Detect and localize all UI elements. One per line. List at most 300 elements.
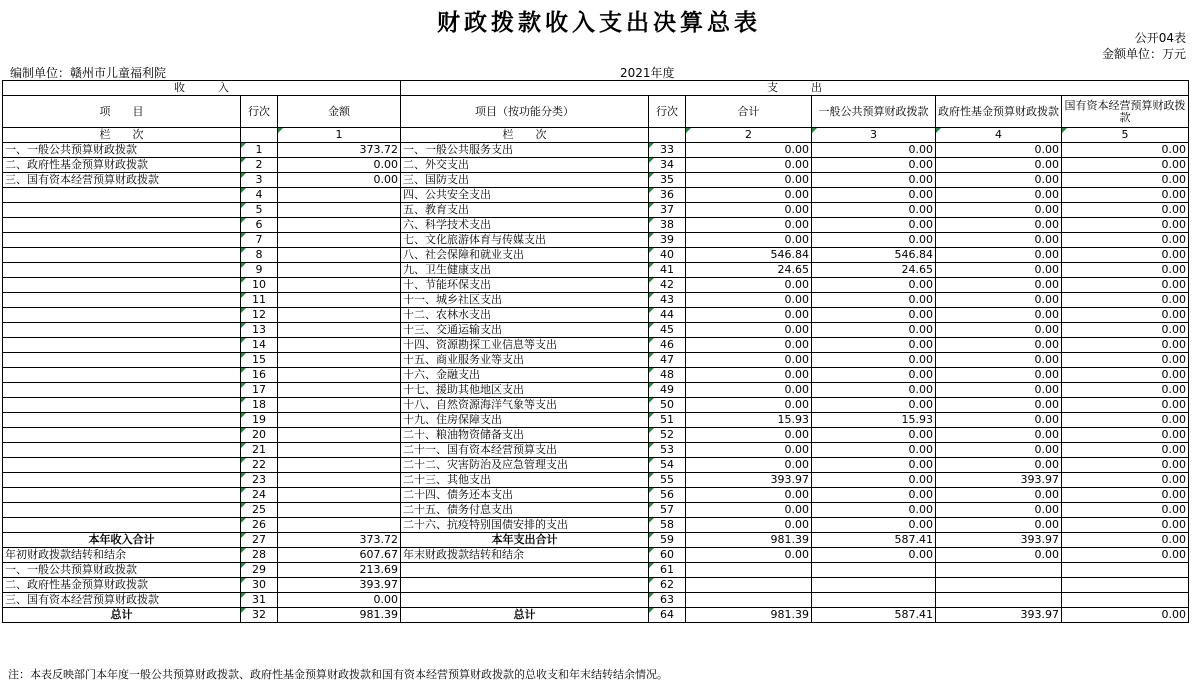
income-amount [278,353,401,368]
expense-general: 0.00 [812,218,936,233]
table-row [3,173,1189,188]
expense-general: 0.00 [812,233,936,248]
expense-item: 七、文化旅游体育与传媒支出 [401,233,649,248]
table-row [3,458,1189,473]
income-amount [278,308,401,323]
expense-row-no: 54 [649,458,686,473]
expense-item: 二十六、抗疫特别国债安排的支出 [401,518,649,533]
expense-item: 二十、粮油物资储备支出 [401,428,649,443]
expense-item: 四、公共安全支出 [401,188,649,203]
amount-unit: 金额单位：万元 [1101,47,1186,61]
income-item: 二、政府性基金预算财政拨款 [3,158,241,173]
table-row [3,413,1189,428]
income-amount [278,233,401,248]
expense-total: 0.00 [686,173,812,188]
income-row-no: 21 [241,443,278,458]
expense-fund: 393.97 [936,608,1062,623]
income-amount [278,413,401,428]
col-number-3: 3 [812,128,936,143]
table-row [3,263,1189,278]
expense-fund: 0.00 [936,233,1062,248]
expense-general: 0.00 [812,308,936,323]
expense-total: 0.00 [686,488,812,503]
expense-total: 0.00 [686,458,812,473]
expense-fund [936,578,1062,593]
income-section-header: 收 入 [3,81,401,96]
expense-item [401,593,649,608]
income-row-no: 9 [241,263,278,278]
income-amount [278,278,401,293]
general-budget-header: 一般公共预算财政拨款 [812,96,936,128]
expense-fund [936,563,1062,578]
expense-fund: 0.00 [936,353,1062,368]
expense-total: 0.00 [686,203,812,218]
expense-total: 0.00 [686,353,812,368]
income-amount: 0.00 [278,593,401,608]
form-number: 公开04表 [1134,31,1186,45]
footnote: 注：本表反映部门本年度一般公共预算财政拨款、政府性基金预算财政拨款和国有资本经营预算财政拨款的总收支和年末结转结余情况。 [8,668,668,681]
expense-state: 0.00 [1062,263,1189,278]
income-row-no: 18 [241,398,278,413]
income-row-no: 31 [241,593,278,608]
expense-fund: 0.00 [936,413,1062,428]
table-row [3,548,1189,563]
expense-item [401,578,649,593]
expense-item: 十二、农林水支出 [401,308,649,323]
expense-fund: 0.00 [936,293,1062,308]
income-item [3,233,241,248]
income-row-no: 29 [241,563,278,578]
income-row-no: 2 [241,158,278,173]
expense-fund: 0.00 [936,338,1062,353]
income-row-no: 17 [241,383,278,398]
expense-general [812,578,936,593]
income-row-no: 1 [241,143,278,158]
expense-row-no: 41 [649,263,686,278]
expense-row-no: 61 [649,563,686,578]
expense-total: 0.00 [686,398,812,413]
income-item [3,458,241,473]
table-row [3,563,1189,578]
expense-state: 0.00 [1062,158,1189,173]
table-row [3,533,1189,548]
income-row-no: 8 [241,248,278,263]
expense-row-no: 45 [649,323,686,338]
table-row [3,608,1189,623]
income-item [3,353,241,368]
expense-item [401,563,649,578]
expense-fund: 0.00 [936,518,1062,533]
expense-row-no: 52 [649,428,686,443]
expense-state: 0.00 [1062,143,1189,158]
expense-row-no: 50 [649,398,686,413]
income-row-no: 13 [241,323,278,338]
expense-general: 0.00 [812,503,936,518]
expense-row-no: 63 [649,593,686,608]
expense-total: 0.00 [686,278,812,293]
expense-fund: 393.97 [936,473,1062,488]
expense-state: 0.00 [1062,233,1189,248]
income-amount [278,488,401,503]
fiscal-year: 2021年度 [620,66,675,80]
expense-row-no: 51 [649,413,686,428]
expense-general: 0.00 [812,518,936,533]
table-row [3,488,1189,503]
expense-item: 总计 [401,608,649,623]
income-amount: 0.00 [278,173,401,188]
income-item-header: 项 目 [3,96,241,128]
expense-general: 0.00 [812,428,936,443]
table-row [3,428,1189,443]
budget-table [2,80,1189,623]
expense-state: 0.00 [1062,533,1189,548]
income-amount [278,263,401,278]
header-row-columns [3,96,1189,128]
expense-state: 0.00 [1062,278,1189,293]
income-item [3,248,241,263]
expense-state: 0.00 [1062,458,1189,473]
table-row [3,443,1189,458]
expense-state: 0.00 [1062,308,1189,323]
expense-general: 587.41 [812,533,936,548]
expense-total: 0.00 [686,368,812,383]
expense-state: 0.00 [1062,413,1189,428]
expense-fund: 0.00 [936,203,1062,218]
income-amount: 373.72 [278,143,401,158]
expense-general: 15.93 [812,413,936,428]
income-amount: 981.39 [278,608,401,623]
table-row [3,518,1189,533]
header-row-sections [3,81,1189,96]
expense-total: 0.00 [686,323,812,338]
expense-total: 0.00 [686,548,812,563]
income-item [3,488,241,503]
table-row [3,578,1189,593]
expense-general: 0.00 [812,353,936,368]
expense-general: 24.65 [812,263,936,278]
expense-state: 0.00 [1062,323,1189,338]
expense-total: 0.00 [686,158,812,173]
expense-fund: 0.00 [936,398,1062,413]
expense-total: 0.00 [686,503,812,518]
income-row-no: 4 [241,188,278,203]
report-title: 财政拨款收入支出决算总表 [437,10,761,36]
total-header: 合计 [686,96,812,128]
expense-state: 0.00 [1062,203,1189,218]
income-row-no: 23 [241,473,278,488]
income-item [3,323,241,338]
expense-row-no: 42 [649,278,686,293]
expense-state [1062,563,1189,578]
expense-fund: 0.00 [936,173,1062,188]
expense-row-no: 56 [649,488,686,503]
income-amount-header: 金额 [278,96,401,128]
expense-item: 十六、金融支出 [401,368,649,383]
income-row-no: 3 [241,173,278,188]
expense-state: 0.00 [1062,188,1189,203]
expense-fund: 0.00 [936,383,1062,398]
expense-row-no: 62 [649,578,686,593]
expense-total: 393.97 [686,473,812,488]
table-row [3,233,1189,248]
expense-state: 0.00 [1062,368,1189,383]
expense-state: 0.00 [1062,473,1189,488]
income-item [3,398,241,413]
income-item: 三、国有资本经营预算财政拨款 [3,173,241,188]
expense-row-no: 53 [649,443,686,458]
expense-fund: 0.00 [936,428,1062,443]
income-item [3,443,241,458]
income-row-no: 30 [241,578,278,593]
income-row-no: 20 [241,428,278,443]
income-amount [278,218,401,233]
income-item [3,218,241,233]
expense-item: 八、社会保障和就业支出 [401,248,649,263]
expense-item: 九、卫生健康支出 [401,263,649,278]
expense-fund: 0.00 [936,458,1062,473]
expense-section-header: 支 出 [401,81,1189,96]
income-amount: 373.72 [278,533,401,548]
income-amount [278,398,401,413]
income-item: 年初财政拨款结转和结余 [3,548,241,563]
expense-fund: 0.00 [936,263,1062,278]
fund-budget-header: 政府性基金预算财政拨款 [936,96,1062,128]
col-number-2: 2 [686,128,812,143]
table-row [3,203,1189,218]
expense-total [686,593,812,608]
expense-state [1062,593,1189,608]
income-row-no: 7 [241,233,278,248]
expense-total: 24.65 [686,263,812,278]
compiling-unit: 编制单位：赣州市儿童福利院 [10,66,167,80]
income-amount [278,458,401,473]
expense-total [686,563,812,578]
expense-row-no: 34 [649,158,686,173]
expense-state: 0.00 [1062,353,1189,368]
table-row [3,293,1189,308]
expense-item: 十、节能环保支出 [401,278,649,293]
income-row-no: 11 [241,293,278,308]
expense-item: 本年支出合计 [401,533,649,548]
expense-state: 0.00 [1062,518,1189,533]
income-rowno-header: 行次 [241,96,278,128]
expense-fund: 0.00 [936,368,1062,383]
expense-fund: 0.00 [936,248,1062,263]
table-row [3,383,1189,398]
expense-row-no: 43 [649,293,686,308]
expense-row-no: 49 [649,383,686,398]
expense-general: 0.00 [812,278,936,293]
expense-rowno-header: 行次 [649,96,686,128]
income-item [3,503,241,518]
expense-total: 0.00 [686,218,812,233]
expense-row-no: 48 [649,368,686,383]
income-amount [278,203,401,218]
expense-fund: 393.97 [936,533,1062,548]
table-row [3,353,1189,368]
income-row-no: 12 [241,308,278,323]
expense-row-no: 35 [649,173,686,188]
expense-fund [936,593,1062,608]
expense-general: 0.00 [812,323,936,338]
income-item: 本年收入合计 [3,533,241,548]
table-row [3,218,1189,233]
income-row-no: 28 [241,548,278,563]
expense-item: 二十四、债务还本支出 [401,488,649,503]
expense-total: 0.00 [686,188,812,203]
expense-total: 0.00 [686,143,812,158]
expense-fund: 0.00 [936,143,1062,158]
expense-item: 二十三、其他支出 [401,473,649,488]
expense-general: 0.00 [812,443,936,458]
expense-total: 0.00 [686,338,812,353]
expense-state: 0.00 [1062,428,1189,443]
expense-total: 0.00 [686,428,812,443]
expense-item: 十五、商业服务业等支出 [401,353,649,368]
table-row [3,473,1189,488]
income-amount [278,383,401,398]
income-row-no: 25 [241,503,278,518]
expense-state: 0.00 [1062,503,1189,518]
expense-general: 0.00 [812,158,936,173]
income-row-no: 14 [241,338,278,353]
income-row-no: 6 [241,218,278,233]
income-row-no: 19 [241,413,278,428]
income-row-no: 24 [241,488,278,503]
expense-general: 0.00 [812,458,936,473]
expense-row-no: 55 [649,473,686,488]
income-item [3,293,241,308]
expense-item: 十八、自然资源海洋气象等支出 [401,398,649,413]
expense-general [812,563,936,578]
expense-row-no: 39 [649,233,686,248]
expense-item: 十七、援助其他地区支出 [401,383,649,398]
expense-general: 546.84 [812,248,936,263]
expense-state: 0.00 [1062,383,1189,398]
income-item [3,518,241,533]
col-number-5: 5 [1062,128,1189,143]
expense-fund: 0.00 [936,158,1062,173]
expense-row-no: 59 [649,533,686,548]
expense-fund: 0.00 [936,548,1062,563]
expense-total: 546.84 [686,248,812,263]
expense-item: 一、一般公共服务支出 [401,143,649,158]
income-row-no: 22 [241,458,278,473]
expense-item: 二十一、国有资本经营预算支出 [401,443,649,458]
income-item [3,338,241,353]
expense-fund: 0.00 [936,218,1062,233]
income-row-no: 15 [241,353,278,368]
income-amount [278,338,401,353]
income-item [3,473,241,488]
expense-general: 0.00 [812,188,936,203]
table-row [3,143,1189,158]
expense-row-no: 47 [649,353,686,368]
expense-fund: 0.00 [936,488,1062,503]
expense-item: 年末财政拨款结转和结余 [401,548,649,563]
expense-total: 981.39 [686,608,812,623]
expense-row-no: 38 [649,218,686,233]
column-number-row [3,128,1189,143]
income-amount: 0.00 [278,158,401,173]
income-item: 三、国有资本经营预算财政拨款 [3,593,241,608]
expense-general: 0.00 [812,173,936,188]
expense-general: 0.00 [812,383,936,398]
expense-state [1062,578,1189,593]
expense-general: 0.00 [812,338,936,353]
expense-total: 0.00 [686,443,812,458]
table-row [3,278,1189,293]
income-row-no: 32 [241,608,278,623]
col-label-2: 栏 次 [401,128,649,143]
income-amount [278,503,401,518]
expense-row-no: 60 [649,548,686,563]
expense-item: 三、国防支出 [401,173,649,188]
expense-total [686,578,812,593]
expense-state: 0.00 [1062,398,1189,413]
expense-general: 0.00 [812,473,936,488]
expense-fund: 0.00 [936,323,1062,338]
income-item [3,263,241,278]
expense-state: 0.00 [1062,443,1189,458]
expense-item: 十四、资源勘探工业信息等支出 [401,338,649,353]
income-item [3,278,241,293]
expense-item-header: 项目（按功能分类） [401,96,649,128]
income-amount: 213.69 [278,563,401,578]
expense-general: 0.00 [812,143,936,158]
expense-state: 0.00 [1062,488,1189,503]
expense-total: 0.00 [686,383,812,398]
expense-general: 0.00 [812,488,936,503]
income-item: 二、政府性基金预算财政拨款 [3,578,241,593]
expense-general: 0.00 [812,548,936,563]
income-amount: 607.67 [278,548,401,563]
income-item [3,413,241,428]
expense-general [812,593,936,608]
income-item [3,428,241,443]
expense-item: 六、科学技术支出 [401,218,649,233]
expense-state: 0.00 [1062,338,1189,353]
income-amount [278,473,401,488]
expense-item: 十一、城乡社区支出 [401,293,649,308]
state-capital-header: 国有资本经营预算财政拨款 [1062,96,1189,128]
expense-row-no: 57 [649,503,686,518]
expense-state: 0.00 [1062,608,1189,623]
expense-row-no: 33 [649,143,686,158]
expense-general: 0.00 [812,398,936,413]
expense-general: 0.00 [812,368,936,383]
income-row-no: 27 [241,533,278,548]
table-row [3,398,1189,413]
expense-state: 0.00 [1062,218,1189,233]
expense-total: 0.00 [686,308,812,323]
table-row [3,248,1189,263]
col-number-1: 1 [278,128,401,143]
expense-fund: 0.00 [936,278,1062,293]
income-item [3,383,241,398]
expense-state: 0.00 [1062,173,1189,188]
table-row [3,338,1189,353]
table-row [3,188,1189,203]
expense-general: 587.41 [812,608,936,623]
income-item [3,188,241,203]
expense-item: 十九、住房保障支出 [401,413,649,428]
income-amount [278,518,401,533]
expense-fund: 0.00 [936,308,1062,323]
income-item: 总计 [3,608,241,623]
expense-row-no: 40 [649,248,686,263]
income-row-no: 26 [241,518,278,533]
